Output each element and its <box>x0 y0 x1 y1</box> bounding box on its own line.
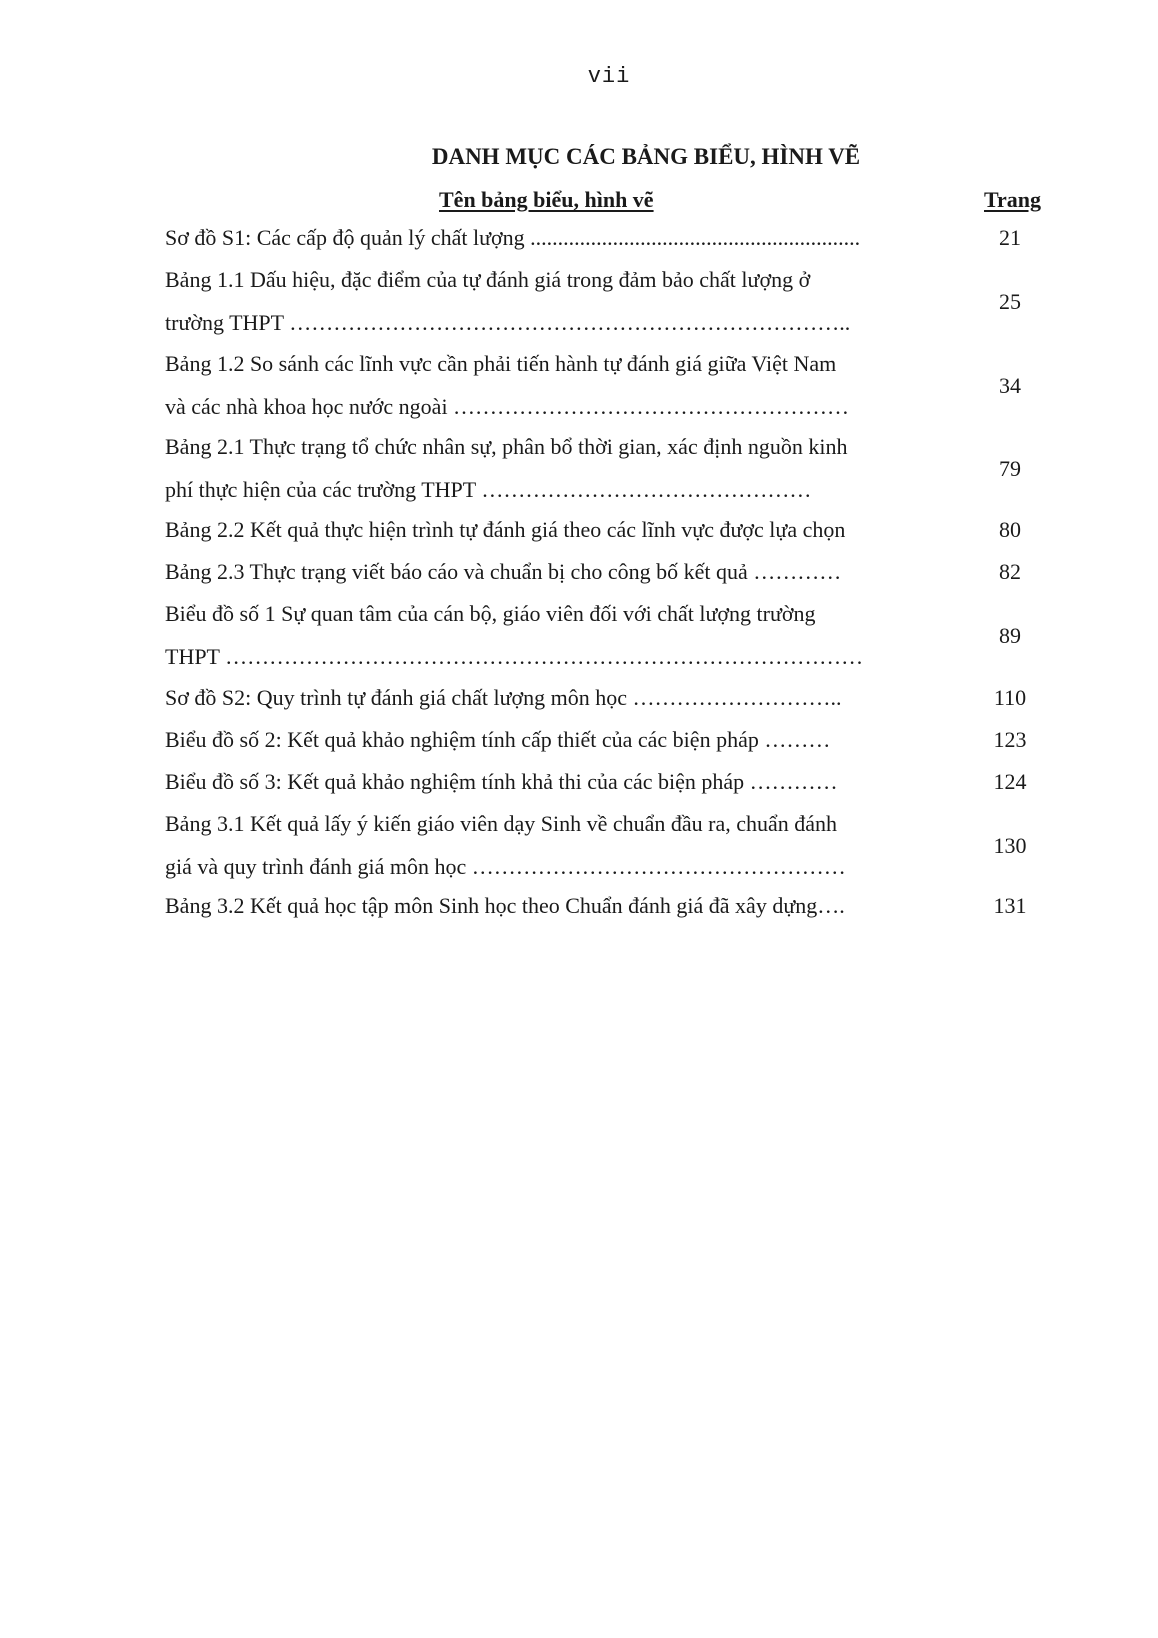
toc-entry-text: Bảng 1.2 So sánh các lĩnh vực cần phải tiến hành tự đánh giá giữa Việt Nam <box>165 351 837 376</box>
toc-entry-page: 124 <box>993 769 1027 794</box>
toc-entry-text: Bảng 2.3 Thực trạng viết báo cáo và chuẩn bị cho công bố kết quả ………… <box>165 559 842 584</box>
toc-entry-text: Sơ đồ S2: Quy trình tự đánh giá chất lượng môn học ……………………….. <box>165 685 842 710</box>
toc-entry-page: 131 <box>993 893 1027 918</box>
toc-entry-page: 79 <box>999 455 1021 481</box>
page-title: DANH MỤC CÁC BẢNG BIỂU, HÌNH VẼ <box>431 144 861 169</box>
toc-entry-text: Bảng 2.2 Kết quả thực hiện trình tự đánh giá theo các lĩnh vực được lựa chọn <box>165 517 846 542</box>
column-header-name: Tên bảng biểu, hình vẽ <box>439 187 654 212</box>
toc-entry-text: phí thực hiện của các trường THPT ……………………………………… <box>165 477 812 502</box>
toc-entry-text: Bảng 3.1 Kết quả lấy ý kiến giáo viên dạy Sinh về chuẩn đầu ra, chuẩn đánh <box>165 811 838 836</box>
toc-entry-page: 34 <box>999 372 1021 398</box>
toc-entry-text: Bảng 2.1 Thực trạng tổ chức nhân sự, phân bổ thời gian, xác định nguồn kinh <box>165 434 848 459</box>
toc-entry-text: và các nhà khoa học nước ngoài ……………………………………………… <box>165 394 850 419</box>
toc-entry-page: 130 <box>993 832 1027 858</box>
toc-entry-text: trường THPT ………………………………………………………………….. <box>165 310 851 335</box>
toc-entry-text: Bảng 1.1 Dấu hiệu, đặc điểm của tự đánh giá trong đảm bảo chất lượng ở <box>165 267 811 292</box>
toc-entry-text: Sơ đồ S1: Các cấp độ quản lý chất lượng ............................................................ <box>165 225 861 250</box>
toc-entry-text: Bảng 3.2 Kết quả học tập môn Sinh học theo Chuẩn đánh giá đã xây dựng…. <box>165 893 845 918</box>
toc-entry-text: Biểu đồ số 1 Sự quan tâm của cán bộ, giáo viên đối với chất lượng trường <box>165 601 816 626</box>
toc-entry-page: 82 <box>999 559 1021 584</box>
toc-entry-page: 80 <box>999 517 1021 542</box>
toc-entry-page: 110 <box>993 685 1027 710</box>
toc-entry-page: 123 <box>993 727 1027 752</box>
toc-entry-page: 25 <box>999 288 1021 314</box>
toc-entry-text: giá và quy trình đánh giá môn học …………………………………………… <box>165 854 846 879</box>
toc-entry-text: Biểu đồ số 2: Kết quả khảo nghiệm tính cấp thiết của các biện pháp ……… <box>165 727 831 752</box>
toc-entry-text: THPT …………………………………………………………………………… <box>165 644 864 669</box>
toc-entry-text: Biểu đồ số 3: Kết quả khảo nghiệm tính khả thi của các biện pháp ………… <box>165 769 838 794</box>
toc-entry-page: 89 <box>999 622 1021 648</box>
page-number: vii <box>587 64 631 89</box>
toc-entry-page: 21 <box>999 225 1021 250</box>
column-header-page: Trang <box>984 187 1042 212</box>
